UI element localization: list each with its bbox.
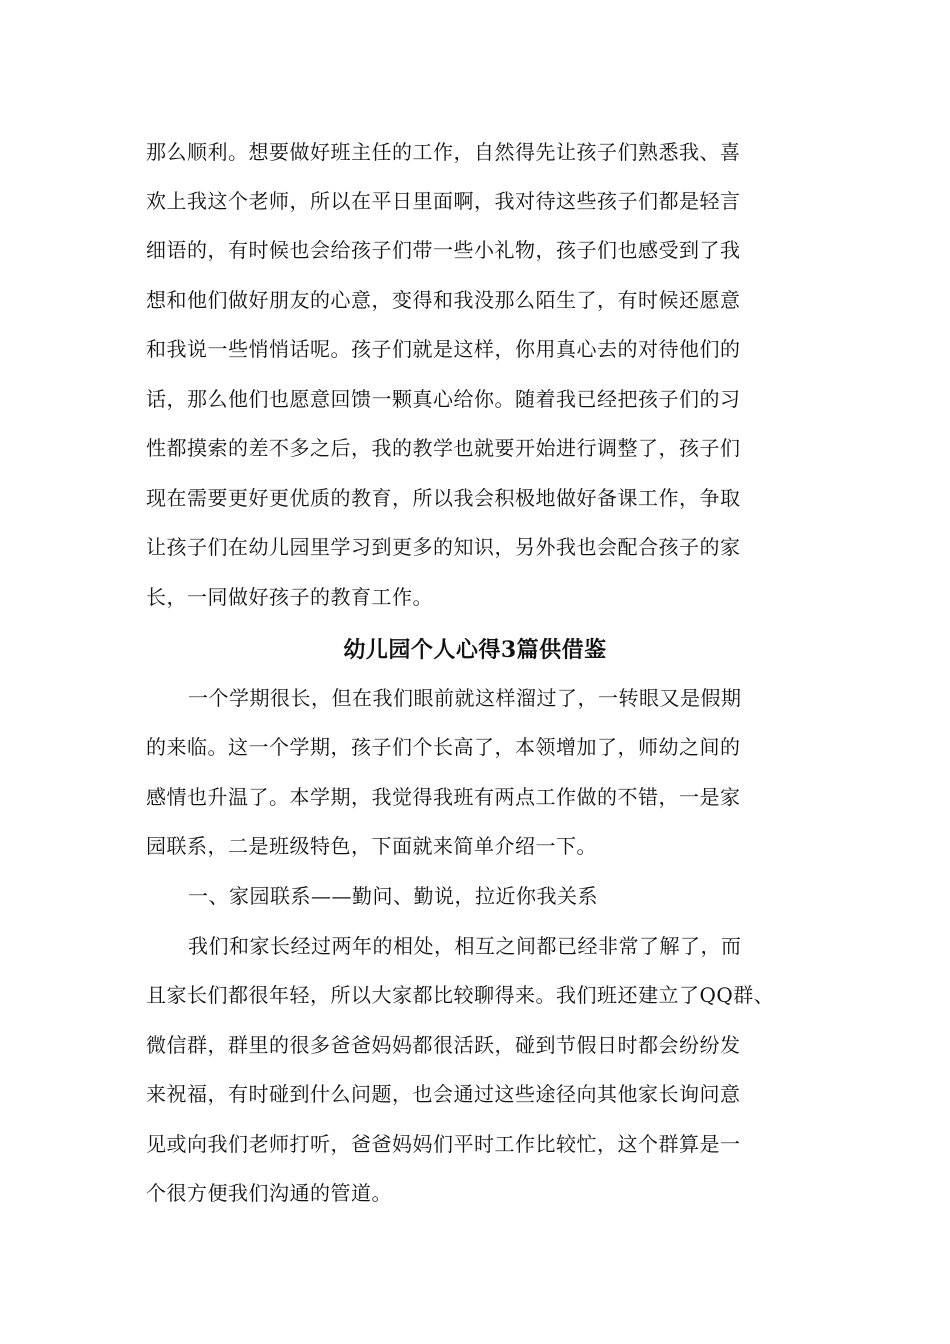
paragraph-3-line-2: 且家长们都很年轻，所以大家都比较聊得来。我们班还建立了QQ群、 bbox=[146, 983, 775, 1007]
paragraph-3-line-6: 个很方便我们沟通的管道。 bbox=[146, 1181, 392, 1205]
paragraph-1-line-9: 让孩子们在幼儿园里学习到更多的知识，另外我也会配合孩子的家 bbox=[146, 535, 741, 559]
paragraph-2-line-3: 感情也升温了。本学期，我觉得我班有两点工作做的不错，一是家 bbox=[146, 785, 741, 809]
paragraph-2-line-1: 一个学期很长，但在我们眼前就这样溜过了，一转眼又是假期 bbox=[188, 686, 742, 710]
section-heading: 一、家园联系——勤问、勤说，拉近你我关系 bbox=[188, 884, 598, 908]
paragraph-3-line-3: 微信群，群里的很多爸爸妈妈都很活跃，碰到节假日时都会纷纷发 bbox=[146, 1033, 741, 1057]
paragraph-3-line-1: 我们和家长经过两年的相处，相互之间都已经非常了解了，而 bbox=[188, 934, 742, 958]
paragraph-2-line-2: 的来临。这一个学期，孩子们个长高了，本领增加了，师幼之间的 bbox=[146, 735, 741, 759]
paragraph-1-line-7: 性都摸索的差不多之后，我的教学也就要开始进行调整了，孩子们 bbox=[146, 436, 741, 460]
paragraph-1-line-1: 那么顺利。想要做好班主任的工作，自然得先让孩子们熟悉我、喜 bbox=[146, 140, 741, 164]
paragraph-2-line-4: 园联系，二是班级特色，下面就来简单介绍一下。 bbox=[146, 834, 597, 858]
paragraph-1-line-3: 细语的，有时候也会给孩子们带一些小礼物，孩子们也感受到了我 bbox=[146, 238, 741, 262]
paragraph-3-line-4: 来祝福，有时碰到什么问题，也会通过这些途径向其他家长询问意 bbox=[146, 1082, 741, 1106]
article-title: 幼儿园个人心得3篇供借鉴 bbox=[343, 637, 607, 663]
paragraph-1-line-4: 想和他们做好朋友的心意，变得和我没那么陌生了，有时候还愿意 bbox=[146, 288, 741, 312]
paragraph-1-line-10: 长，一同做好孩子的教育工作。 bbox=[146, 585, 433, 609]
paragraph-1-line-6: 话，那么他们也愿意回馈一颗真心给你。随着我已经把孩子们的习 bbox=[146, 387, 741, 411]
paragraph-1-line-5: 和我说一些悄悄话呢。孩子们就是这样，你用真心去的对待他们的 bbox=[146, 337, 741, 361]
paragraph-1-line-8: 现在需要更好更优质的教育，所以我会积极地做好备课工作，争取 bbox=[146, 486, 741, 510]
paragraph-1-line-2: 欢上我这个老师，所以在平日里面啊，我对待这些孩子们都是轻言 bbox=[146, 189, 741, 213]
paragraph-3-line-5: 见或向我们老师打听，爸爸妈妈们平时工作比较忙，这个群算是一 bbox=[146, 1132, 741, 1156]
